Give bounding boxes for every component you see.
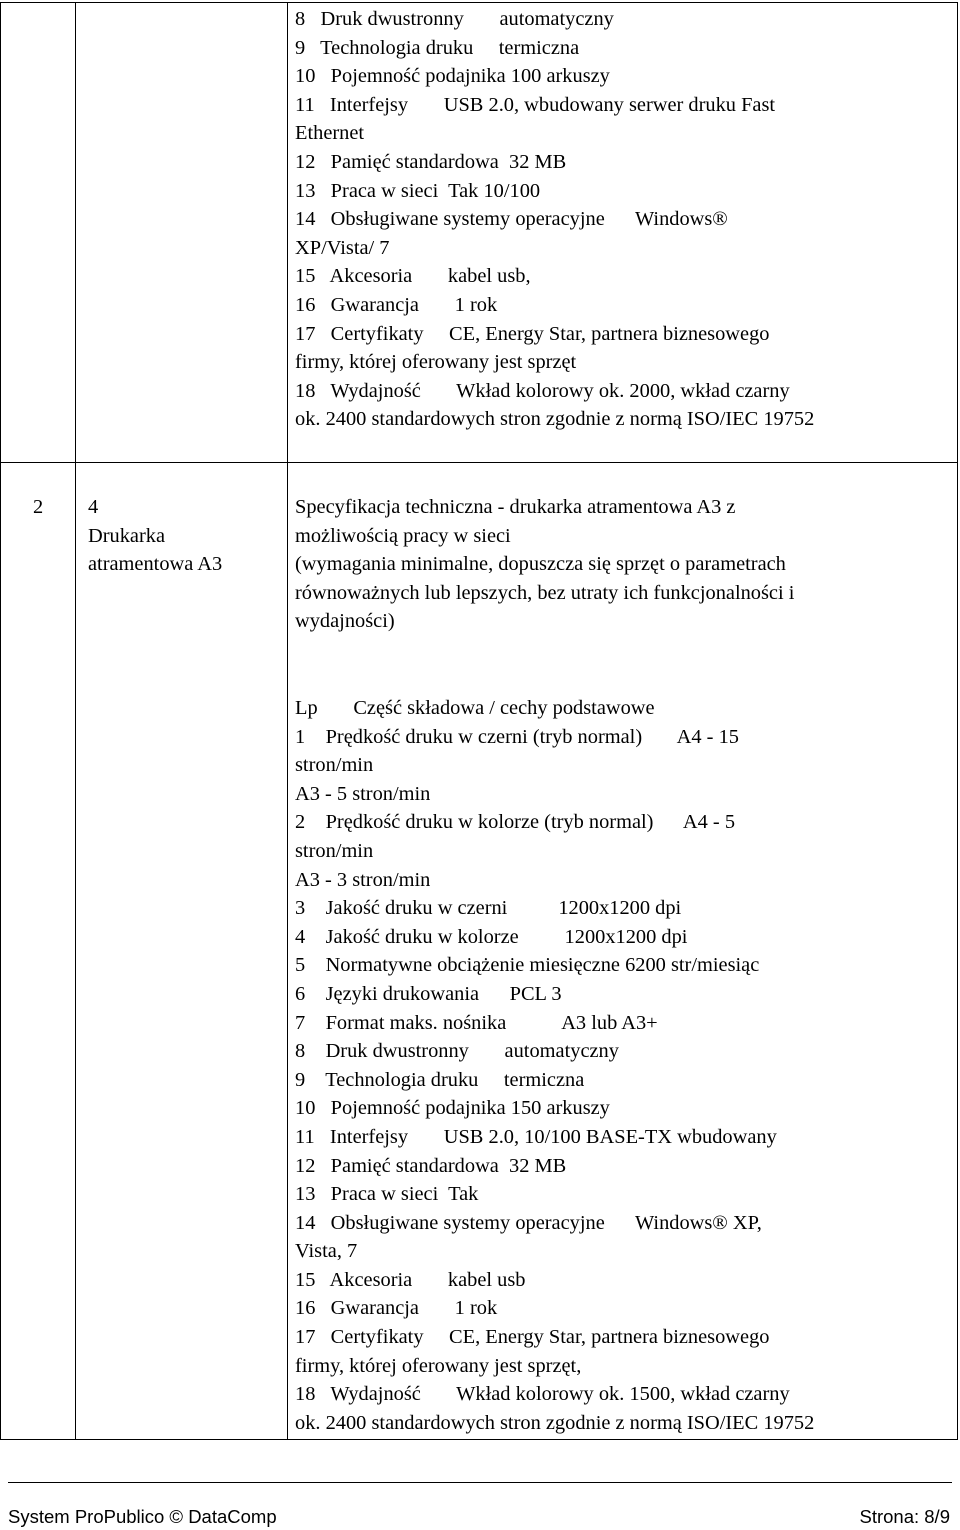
param-line: 17 Certyfikaty CE, Energy Star, partnera biznesowego: [295, 1326, 770, 1349]
param-line: 15 Akcesoria kabel usb: [295, 1268, 526, 1291]
spec-line: XP/Vista/ 7: [295, 236, 390, 259]
row2-spec-header: [295, 493, 794, 636]
param-line: firmy, której oferowany jest sprzęt,: [295, 1354, 582, 1377]
param-line: 2 Prędkość druku w kolorze (tryb normal) A4 - 5: [295, 811, 736, 834]
spec-line: 18 Wydajność Wkład kolorowy ok. 2000, wkład czarny: [295, 379, 790, 402]
item-qty: 4: [88, 496, 99, 518]
spec-line: 16 Gwarancja 1 rok: [295, 293, 498, 316]
param-line: 8 Druk dwustronny automatyczny: [295, 1040, 619, 1063]
param-line: Lp Część składowa / cechy podstawowe: [295, 697, 655, 719]
param-line: ok. 2400 standardowych stron zgodnie z normą ISO/IEC 19752: [295, 1411, 815, 1434]
param-line: 7 Format maks. nośnika A3 lub A3+: [295, 1011, 658, 1034]
footer-rule: [8, 1482, 952, 1483]
param-line: 12 Pamięć standardowa 32 MB: [295, 1154, 567, 1177]
param-line: stron/min: [295, 754, 374, 777]
row2-item: [88, 493, 222, 579]
spec-line: 10 Pojemność podajnika 100 arkuszy: [295, 65, 610, 88]
spec-line: 11 Interfejsy USB 2.0, wbudowany serwer druku Fast: [295, 93, 776, 116]
footer-left: System ProPublico © DataComp: [8, 1506, 277, 1527]
item-name-line: atramentowa A3: [88, 553, 223, 576]
table-row-divider: [0, 462, 958, 463]
spec-line: Ethernet: [295, 122, 365, 145]
table-col-divider-2: [287, 2, 288, 1439]
param-line: 13 Praca w sieci Tak: [295, 1183, 479, 1206]
spec-line: 9 Technologia druku termiczna: [295, 36, 580, 59]
param-line: 18 Wydajność Wkład kolorowy ok. 1500, wkład czarny: [295, 1383, 790, 1406]
row1-spec-cell: [295, 5, 814, 434]
spec-line: 17 Certyfikaty CE, Energy Star, partnera biznesowego: [295, 322, 770, 345]
row2-param-list: [295, 694, 814, 1437]
spec-line: 12 Pamięć standardowa 32 MB: [295, 150, 567, 173]
spec-line: 14 Obsługiwane systemy operacyjne Windows®: [295, 208, 728, 231]
spec-header-line: wydajności): [295, 610, 395, 633]
table-col-divider-1: [75, 2, 76, 1439]
row2-number: 2: [33, 496, 44, 518]
spec-line: 15 Akcesoria kabel usb,: [295, 265, 531, 288]
param-line: 3 Jakość druku w czerni 1200x1200 dpi: [295, 897, 682, 920]
param-line: 14 Obsługiwane systemy operacyjne Windows® XP,: [295, 1211, 762, 1234]
spec-header-line: możliwością pracy w sieci: [295, 524, 511, 547]
spec-line: 13 Praca w sieci Tak 10/100: [295, 179, 541, 202]
param-line: 6 Języki drukowania PCL 3: [295, 982, 562, 1005]
param-line: 9 Technologia druku termiczna: [295, 1068, 585, 1091]
param-line: 1 Prędkość druku w czerni (tryb normal) A4 - 15: [295, 725, 739, 748]
param-line: A3 - 3 stron/min: [295, 868, 431, 891]
param-line: stron/min: [295, 839, 374, 862]
param-line: 10 Pojemność podajnika 150 arkuszy: [295, 1097, 610, 1120]
spec-line: ok. 2400 standardowych stron zgodnie z normą ISO/IEC 19752: [295, 408, 815, 431]
param-line: 16 Gwarancja 1 rok: [295, 1297, 498, 1320]
param-line: Vista, 7: [295, 1240, 358, 1263]
param-line: 4 Jakość druku w kolorze 1200x1200 dpi: [295, 925, 688, 948]
spec-header-line: (wymagania minimalne, dopuszcza się sprzęt o parametrach: [295, 553, 786, 576]
spec-header-line: Specyfikacja techniczna - drukarka atramentowa A3 z: [295, 496, 736, 518]
footer-page-number: Strona: 8/9: [859, 1506, 950, 1527]
spec-header-line: równoważnych lub lepszych, bez utraty ich funkcjonalności i: [295, 581, 795, 604]
spec-line: 8 Druk dwustronny automatyczny: [295, 8, 614, 30]
param-line: A3 - 5 stron/min: [295, 782, 431, 805]
spec-line: firmy, której oferowany jest sprzęt: [295, 351, 577, 374]
param-line: 11 Interfejsy USB 2.0, 10/100 BASE-TX wbudowany: [295, 1125, 777, 1148]
param-line: 5 Normatywne obciążenie miesięczne 6200 str/miesiąc: [295, 954, 760, 977]
item-name-line: Drukarka: [88, 524, 165, 547]
